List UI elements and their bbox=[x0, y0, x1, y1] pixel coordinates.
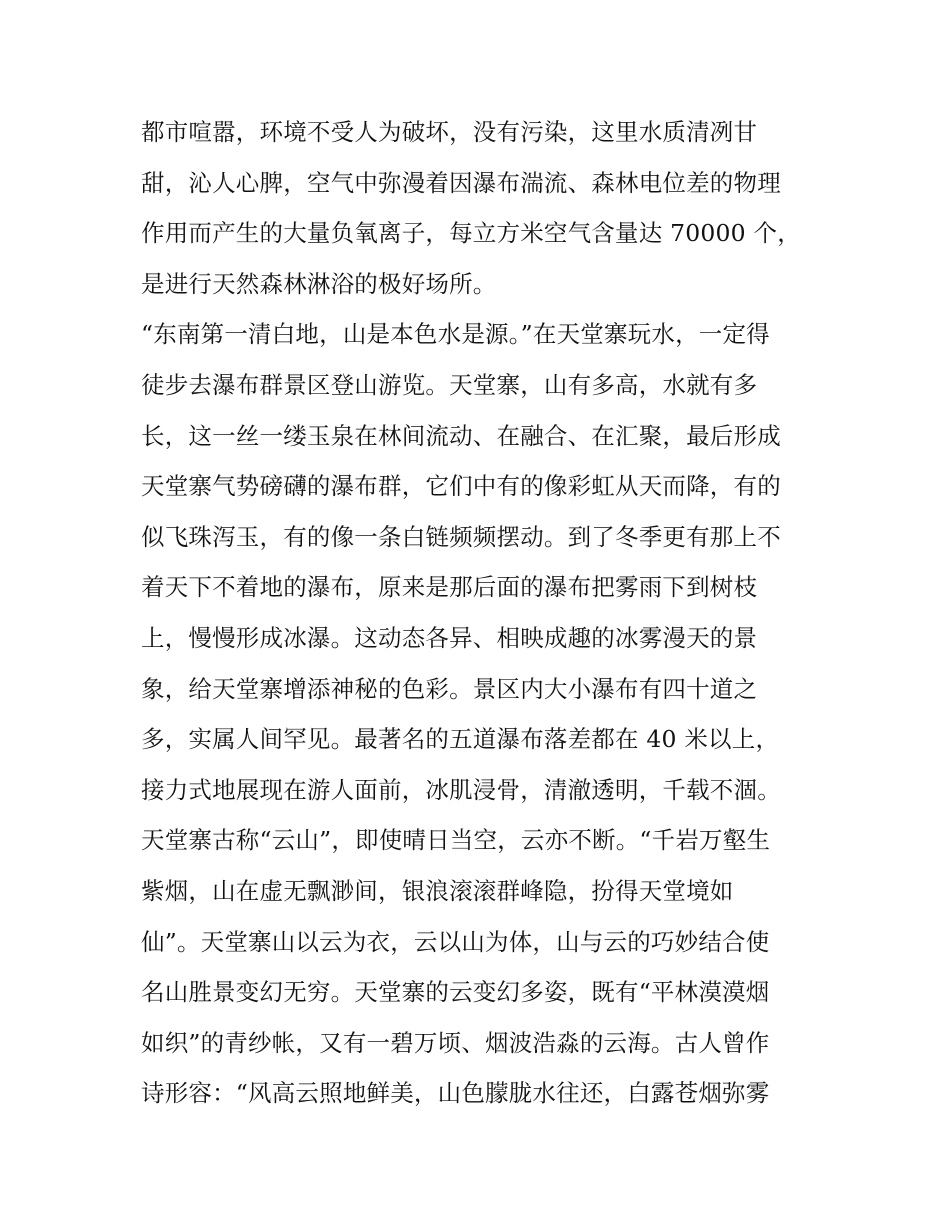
body-text bbox=[141, 107, 831, 1119]
text-line: 着天下不着地的瀑布，原来是那后面的瀑布把雾雨下到树枝 bbox=[141, 573, 758, 602]
text-line: 甜，沁人心脾，空气中弥漫着因瀑布湍流、森林电位差的物理 bbox=[141, 168, 781, 197]
text-line: 如织”的青纱帐，又有一碧万顷、烟波浩淼的云海。古人曾作 bbox=[141, 1028, 770, 1057]
text-line: 接力式地展现在游人面前，冰肌浸骨，清澈透明，千载不涸。 bbox=[141, 775, 781, 804]
text-line: 仙”。天堂寨山以云为衣，云以山为体，山与云的巧妙结合使 bbox=[141, 927, 770, 956]
text-line: 长，这一丝一缕玉泉在林间流动、在融合、在汇聚，最后形成 bbox=[141, 421, 781, 450]
text-line: 天堂寨气势磅礴的瀑布群，它们中有的像彩虹从天而降，有的 bbox=[141, 472, 781, 501]
text-line: 紫烟，山在虚无飘渺间，银浪滚滚群峰隐，扮得天堂境如 bbox=[141, 876, 734, 905]
text-line: 似飞珠泻玉，有的像一条白链频频摆动。到了冬季更有那上不 bbox=[141, 522, 781, 551]
text-line: 上，慢慢形成冰瀑。这动态各异、相映成趣的冰雾漫天的景 bbox=[141, 623, 758, 652]
text-line: 诗形容：“风高云照地鲜美，山色朦胧水往还，白露苍烟弥雾 bbox=[141, 1079, 770, 1108]
text-line: 名山胜景变幻无穷。天堂寨的云变幻多姿，既有“平林漠漠烟 bbox=[141, 978, 770, 1007]
text-line: 徒步去瀑布群景区登山游览。天堂寨，山有多高，水就有多 bbox=[141, 370, 758, 399]
text-line: 天堂寨古称“云山”，即使晴日当空，云亦不断。“千岩万壑生 bbox=[141, 826, 771, 855]
text-line: 都市喧嚣，环境不受人为破坏，没有污染，这里水质清冽甘 bbox=[141, 118, 758, 146]
text-line: 作用而产生的大量负氧离子，每立方米空气含量达 70000 个， bbox=[141, 219, 801, 248]
text-line: 象，给天堂寨增添神秘的色彩。景区内大小瀑布有四十道之 bbox=[141, 674, 758, 703]
text-line: “东南第一清白地，山是本色水是源。”在天堂寨玩水，一定得 bbox=[141, 320, 770, 349]
text-line: 多，实属人间罕见。最著名的五道瀑布落差都在 40 米以上， bbox=[141, 725, 780, 754]
text-line: 是进行天然森林淋浴的极好场所。 bbox=[141, 269, 497, 298]
